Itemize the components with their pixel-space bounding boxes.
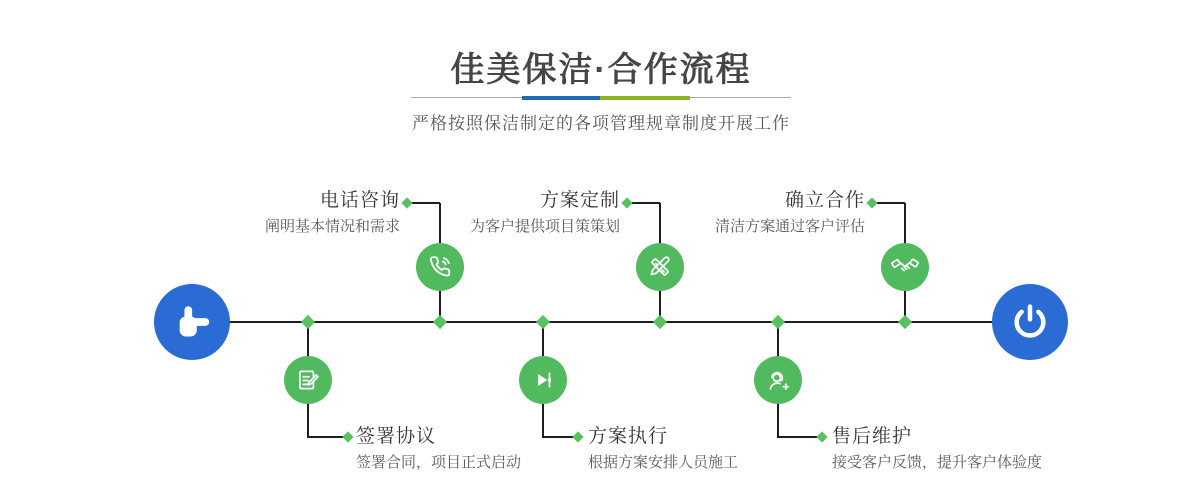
step-agree xyxy=(715,190,865,236)
step-desc: 阐明基本情况和需求 xyxy=(264,218,400,235)
label-diamond xyxy=(816,431,827,442)
step-node-aftersale xyxy=(754,356,802,404)
step-desc: 接受客户反馈，提升客户体验度 xyxy=(832,454,1043,471)
timeline-node-diamond xyxy=(536,315,550,329)
power-icon xyxy=(1009,301,1051,343)
timeline-node-diamond xyxy=(433,315,447,329)
label-diamond xyxy=(866,197,877,208)
hand-pointing-right-icon xyxy=(170,300,214,344)
label-diamond xyxy=(401,197,412,208)
step-desc: 清洁方案通过客户评估 xyxy=(714,218,865,235)
pencil-ruler-icon xyxy=(647,254,673,280)
step-contract xyxy=(356,426,521,472)
customer-service-icon xyxy=(765,367,792,394)
connector-line xyxy=(308,436,344,438)
step-title: 电话咨询 xyxy=(319,190,400,211)
title-divider xyxy=(411,97,791,98)
step-desc: 为客户提供项目策策划 xyxy=(469,218,620,235)
start-node xyxy=(154,284,230,360)
timeline-node-diamond xyxy=(653,315,667,329)
step-plan xyxy=(470,190,620,236)
step-aftersale xyxy=(832,426,1042,472)
step-desc: 根据方案安排人员施工 xyxy=(588,454,739,471)
step-title: 售后维护 xyxy=(832,426,913,447)
step-title: 签署协议 xyxy=(356,426,437,447)
phone-call-icon xyxy=(427,254,453,280)
step-node-consult xyxy=(416,243,464,291)
step-node-plan xyxy=(636,243,684,291)
connector-line xyxy=(543,436,575,438)
play-execute-icon xyxy=(530,367,556,393)
timeline-node-diamond xyxy=(898,315,912,329)
end-node xyxy=(992,284,1068,360)
divider-blue-segment xyxy=(522,96,600,100)
timeline-node-diamond xyxy=(771,315,785,329)
step-title: 方案执行 xyxy=(588,426,669,447)
contract-sign-icon xyxy=(295,367,321,393)
label-diamond xyxy=(621,197,632,208)
step-title: 方案定制 xyxy=(539,190,620,211)
page-title: 佳美保洁·合作流程 xyxy=(450,51,752,89)
connector-line xyxy=(778,436,819,438)
step-desc: 签署合同，项目正式启动 xyxy=(356,454,522,471)
connector-line xyxy=(412,202,440,204)
step-node-execute xyxy=(519,356,567,404)
label-diamond xyxy=(342,431,353,442)
connector-line xyxy=(632,202,660,204)
step-node-contract xyxy=(284,356,332,404)
step-execute xyxy=(588,426,738,472)
label-diamond xyxy=(572,431,583,442)
page-subtitle: 严格按照保洁制定的各项管理规章制度开展工作 xyxy=(412,114,790,133)
step-consult xyxy=(265,190,400,236)
step-title: 确立合作 xyxy=(784,190,865,211)
divider-green-segment xyxy=(600,96,690,100)
connector-line xyxy=(877,202,905,204)
timeline-node-diamond xyxy=(301,315,315,329)
handshake-icon xyxy=(891,253,919,281)
step-node-agree xyxy=(881,243,929,291)
